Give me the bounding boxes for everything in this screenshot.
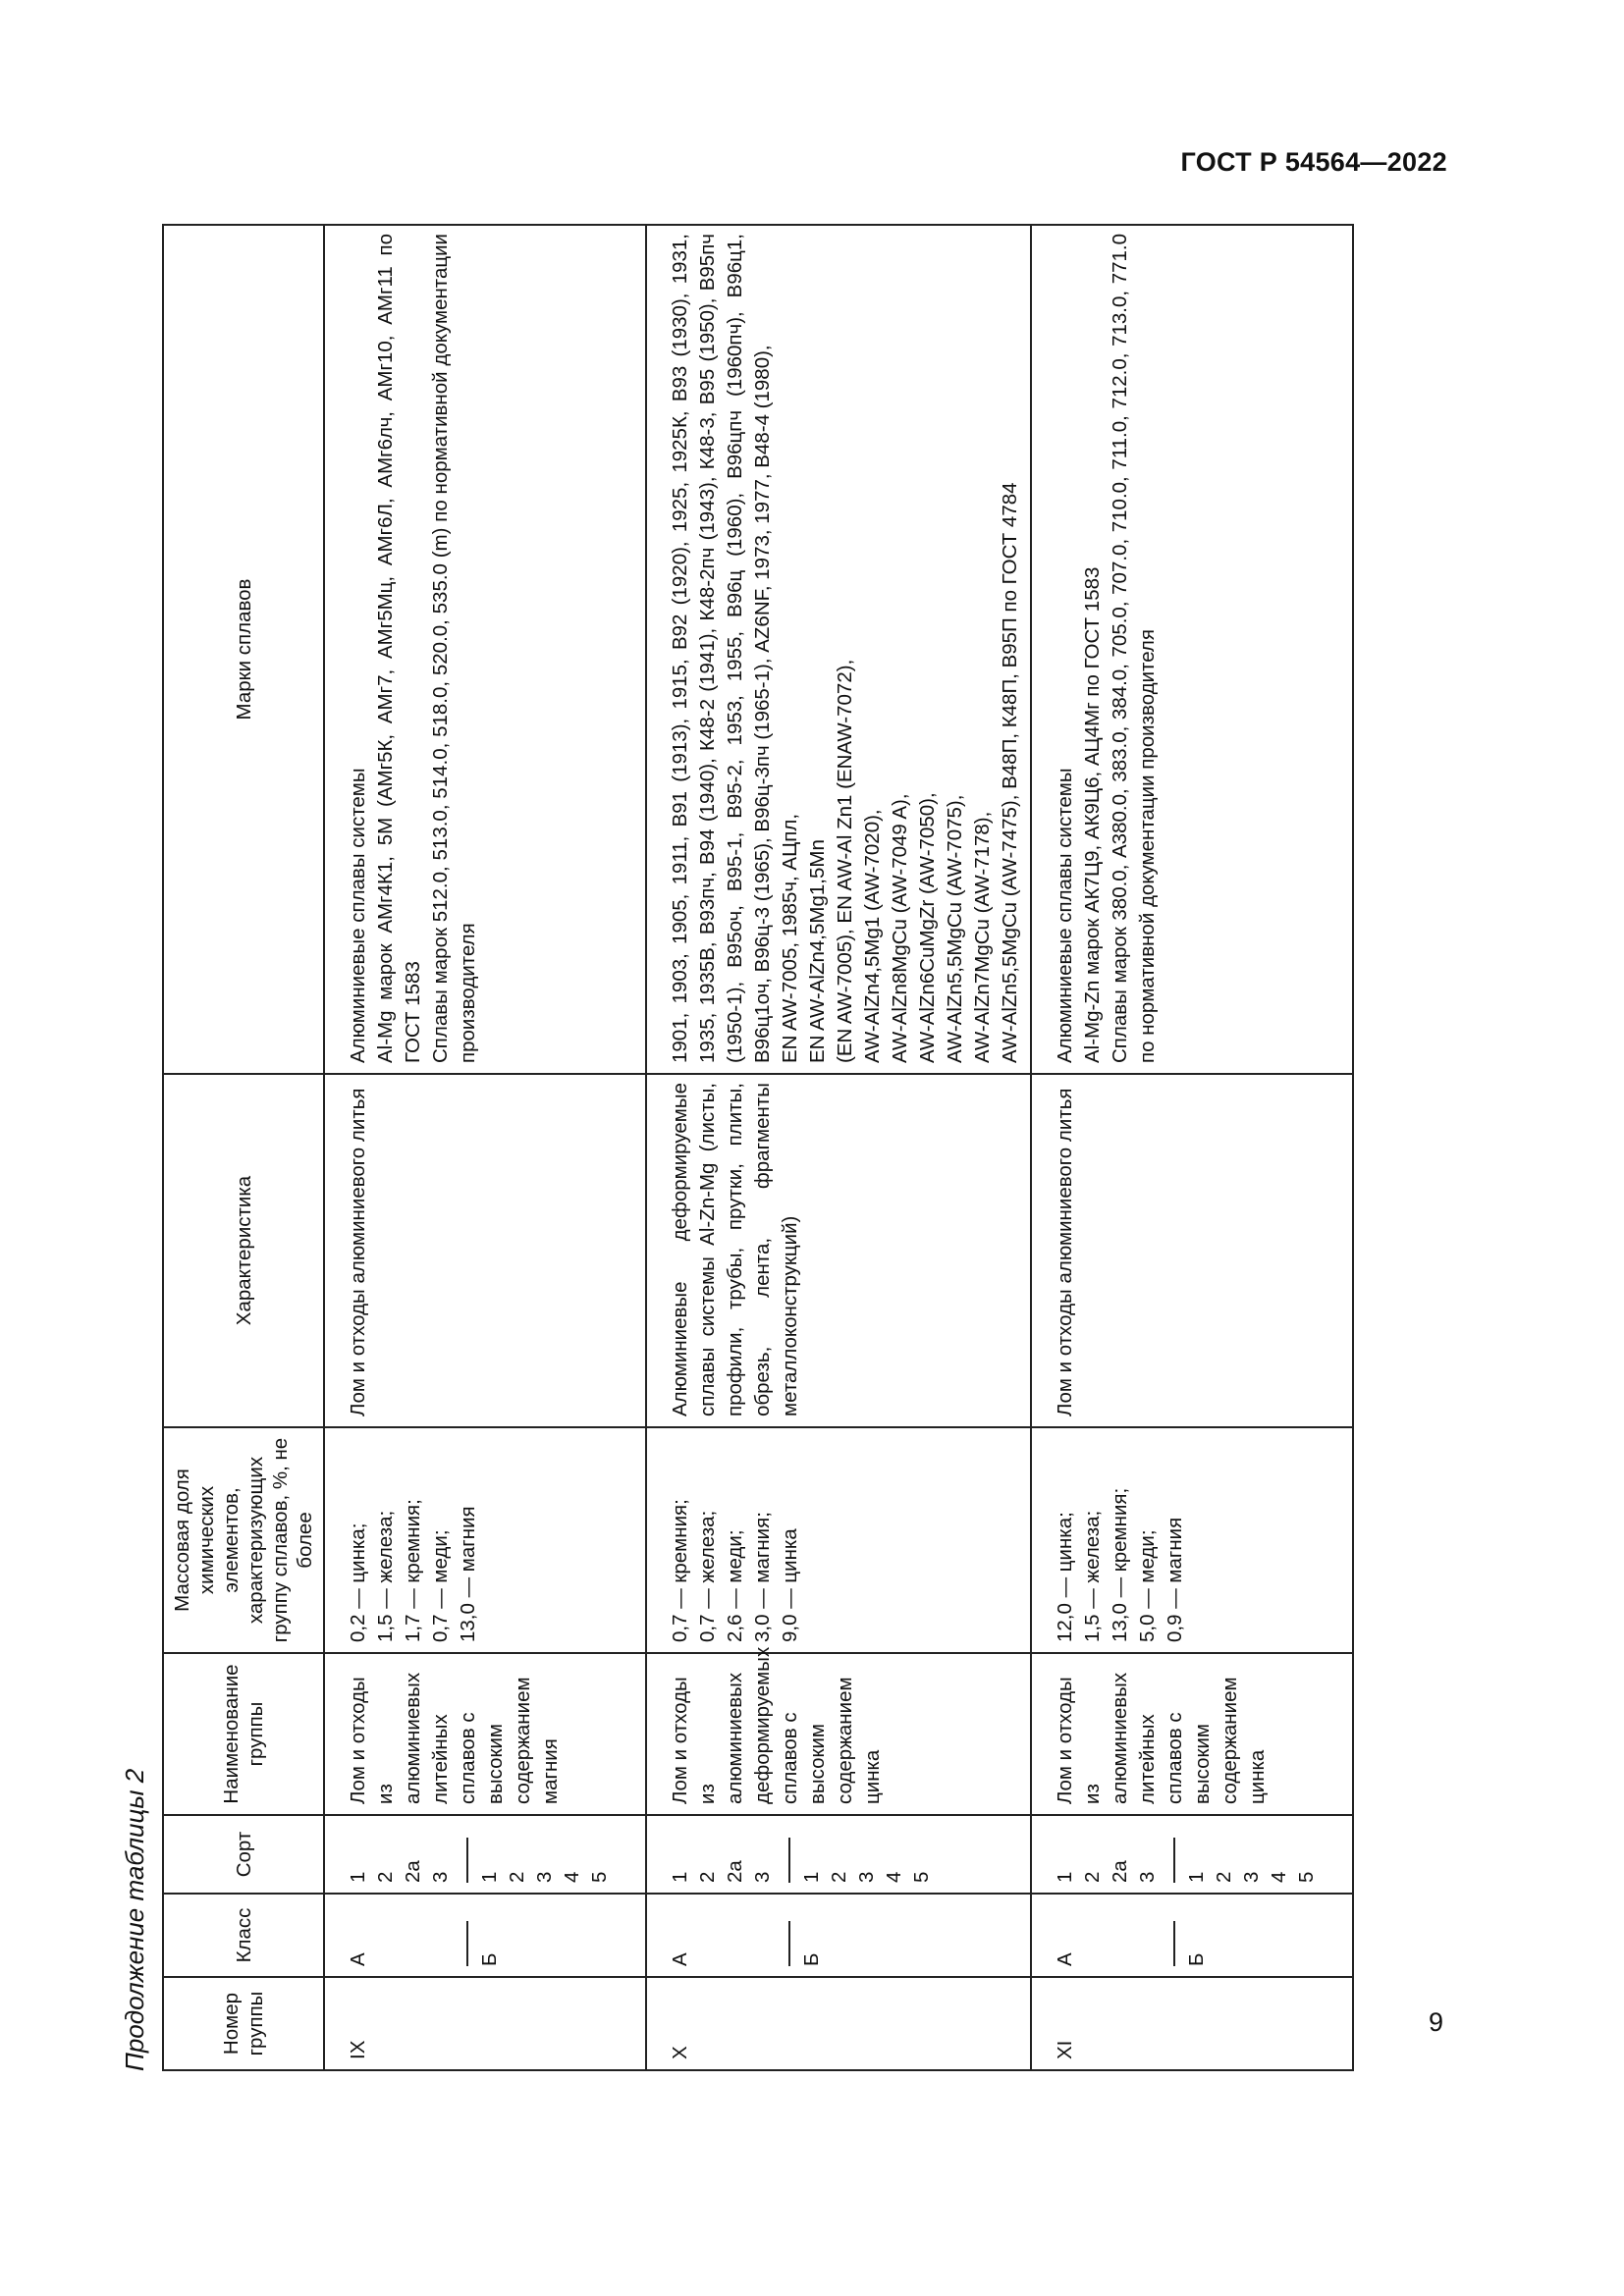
alloy-grades-cell [324, 225, 646, 1074]
group-name-cell: Лом и отходы из алюминиевых литейных сплавов с высоким содержанием цинка [1031, 1653, 1353, 1815]
mass-fraction-line: 13,0 — магния [457, 1506, 479, 1642]
alloy-grades-cell [1031, 225, 1353, 1074]
table-row [324, 225, 646, 2070]
col-header-alloy-grades: Марки сплавов [163, 225, 324, 1074]
col-header-characteristic: Характеристика [163, 1074, 324, 1427]
sort-b-item: 3 [533, 1871, 556, 1883]
mass-fraction-line: 0,7 — железа; [696, 1510, 719, 1642]
class-b: Б [466, 1921, 504, 1966]
grades-line: AW-AlZn6CuMgZr (AW-7050), [916, 792, 939, 1063]
grades-line: 1901, 1903, 1905, 1911, В91 (1913), 1915, В92 (1920), 1925, 1925К, В93 (1930), 1931, 1935, 1935В, В93пч, В94 (1940), К48-2 (1941), К48-2пч (1943), К48-3, В95 (1950), В95пч (1950-1), В95оч, В95-1, В95-2, 1953, 1955, В96ц (1960), В96цпч (1960пч), В96ц1, В96ц1оч, В96ц-3 (1965), В96ц-3пч (1965-1), AZ6NF, 1973, 1977, В48-4 (1980), [669, 234, 774, 1063]
rotated-table-block [108, 226, 1318, 2071]
sort-a-item: 1 [1054, 1871, 1076, 1883]
sort-b-item: 2 [506, 1871, 528, 1883]
sort-a-item: 3 [751, 1871, 774, 1883]
grades-line: AW-AlZn5,5MgCu (AW-7075), [944, 794, 966, 1063]
class-b: Б [1173, 1921, 1211, 1966]
sort-b-item: 2 [1213, 1871, 1235, 1883]
sort-b-item: 2 [828, 1871, 850, 1883]
sort-b-item: 4 [883, 1871, 905, 1883]
grades-line: AW-AlZn5,5MgCu (AW-7475), В48П, К48П, В95П по ГОСТ 4784 [999, 482, 1021, 1063]
sort-cell [646, 1815, 1031, 1894]
sort-a-item: 1 [347, 1871, 369, 1883]
document-code: ГОСТ Р 54564—2022 [1180, 147, 1447, 177]
sort-b-item: 5 [588, 1871, 611, 1883]
sort-cell [1031, 1815, 1353, 1894]
class-cell [324, 1894, 646, 1977]
group-name-cell: Лом и отходы из алюминиевых литейных сплавов с высоким содержанием магния [324, 1653, 646, 1815]
mass-fraction-line: 12,0 — цинка; [1054, 1512, 1076, 1642]
sort-b-item: 1 [466, 1838, 504, 1883]
sort-b-item: 5 [910, 1871, 933, 1883]
mass-fraction-line: 0,9 — магния [1164, 1517, 1186, 1642]
sort-a-item: 2 [374, 1871, 397, 1883]
mass-fraction-line: 0,7 — меди; [429, 1529, 452, 1642]
grades-line: AW-AlZn7MgCu (AW-7178), [971, 811, 994, 1063]
sort-a-item: 2 [1081, 1871, 1104, 1883]
group-number-cell: IX [324, 1977, 646, 2070]
class-b: Б [788, 1921, 826, 1966]
mass-fraction-line: 1,5 — железа; [374, 1510, 397, 1642]
sort-a-item: 3 [429, 1871, 452, 1883]
mass-fraction-line: 0,7 — кремния; [669, 1499, 691, 1642]
grades-line: AW-AlZn4,5Mg1 (AW-7020), [861, 809, 884, 1063]
characteristic-cell: Лом и отходы алюминиевого литья [1031, 1074, 1353, 1427]
characteristic-cell: Алюминиевые деформируемые сплавы системы Al-Zn-Mg (листы, профили, трубы, прутки, плиты, обрезь, лента, фрагменты металлоконструкций) [646, 1074, 1031, 1427]
sort-cell [324, 1815, 646, 1894]
grades-line: Алюминиевые сплавы системы [1054, 768, 1076, 1063]
sort-b-item: 1 [788, 1838, 826, 1883]
mass-fraction-line: 13,0 — кремния; [1109, 1487, 1131, 1642]
grades-line: AW-AlZn8MgCu (AW-7049 A), [889, 793, 911, 1063]
mass-fraction-line: 3,0 — магния; [751, 1512, 774, 1642]
characteristic-cell: Лом и отходы алюминиевого литья [324, 1074, 646, 1427]
grades-line: Сплавы марок 512.0, 513.0, 514.0, 518.0, 520.0, 535.0 (m) по нормативной документации производителя [429, 234, 479, 1063]
col-header-sort: Сорт [163, 1815, 324, 1894]
grades-line: Алюминиевые сплавы системы [347, 768, 369, 1063]
table-header-row [163, 225, 324, 2070]
mass-fraction-cell [1031, 1427, 1353, 1653]
class-a: А [669, 1952, 691, 1966]
grades-line: EN AW-7005, 1985ч, АЦпл, [779, 813, 801, 1063]
table-row [1031, 225, 1353, 2070]
sort-a-item: 2а [1109, 1860, 1131, 1883]
sort-b-item: 3 [855, 1871, 878, 1883]
table-row [646, 225, 1031, 2070]
class-cell [1031, 1894, 1353, 1977]
table-caption: Продолжение таблицы 2 [120, 1768, 149, 2071]
group-number-cell: XI [1031, 1977, 1353, 2070]
class-a: А [1054, 1952, 1076, 1966]
grades-line: EN AW-AlZn4,5Mg1,5Mn [806, 839, 829, 1063]
sort-a-item: 3 [1136, 1871, 1159, 1883]
col-header-group-number: Номер группы [163, 1977, 324, 2070]
sort-b-item: 4 [561, 1871, 583, 1883]
mass-fraction-cell [646, 1427, 1031, 1653]
page-number: 9 [1429, 2007, 1444, 2037]
alloy-table [162, 224, 1354, 2071]
col-header-group-name: Наименование группы [163, 1653, 324, 1815]
mass-fraction-line: 1,5 — железа; [1081, 1510, 1104, 1642]
col-header-class: Класс [163, 1894, 324, 1977]
alloy-grades-cell [646, 225, 1031, 1074]
grades-line: (EN AW-7005), EN AW-Al Zn1 (ENAW-7072), [834, 659, 856, 1063]
sort-a-item: 2а [724, 1860, 746, 1883]
sort-a-item: 2 [696, 1871, 719, 1883]
col-header-mass-fraction: Массовая доля химических элементов, характеризующих группу сплавов, %, не более [163, 1427, 324, 1653]
mass-fraction-line: 5,0 — меди; [1136, 1529, 1159, 1642]
group-name-cell: Лом и отходы из алюминиевых деформируемых сплавов с высоким содержанием цинка [646, 1653, 1031, 1815]
class-cell [646, 1894, 1031, 1977]
grades-line: Al-Mg-Zn марок АК7Ц9, АК9Ц6, АЦ4Мг по ГОСТ 1583 [1081, 566, 1104, 1063]
grades-line: Al-Mg марок АМг4К1, 5М (АМг5К, АМг7, АМг5Мц, АМг6Л, АМг6лч, АМг10, АМг11 по ГОСТ 1583 [374, 234, 424, 1063]
sort-b-item: 1 [1173, 1838, 1211, 1883]
sort-b-item: 4 [1268, 1871, 1290, 1883]
sort-b-item: 5 [1295, 1871, 1318, 1883]
sort-a-item: 2а [402, 1860, 424, 1883]
mass-fraction-cell [324, 1427, 646, 1653]
mass-fraction-line: 0,2 — цинка; [347, 1522, 369, 1642]
sort-b-item: 3 [1240, 1871, 1263, 1883]
mass-fraction-line: 9,0 — цинка [779, 1528, 801, 1642]
sort-a-item: 1 [669, 1871, 691, 1883]
class-a: А [347, 1952, 369, 1966]
mass-fraction-line: 1,7 — кремния; [402, 1499, 424, 1642]
mass-fraction-line: 2,6 — меди; [724, 1529, 746, 1642]
group-number-cell: X [646, 1977, 1031, 2070]
grades-line: Сплавы марок 380.0, А380.0, 383.0, 384.0, 705.0, 707.0, 710.0, 711.0, 712.0, 713.0, 771.0 по нормативной документации производителя [1109, 234, 1159, 1063]
